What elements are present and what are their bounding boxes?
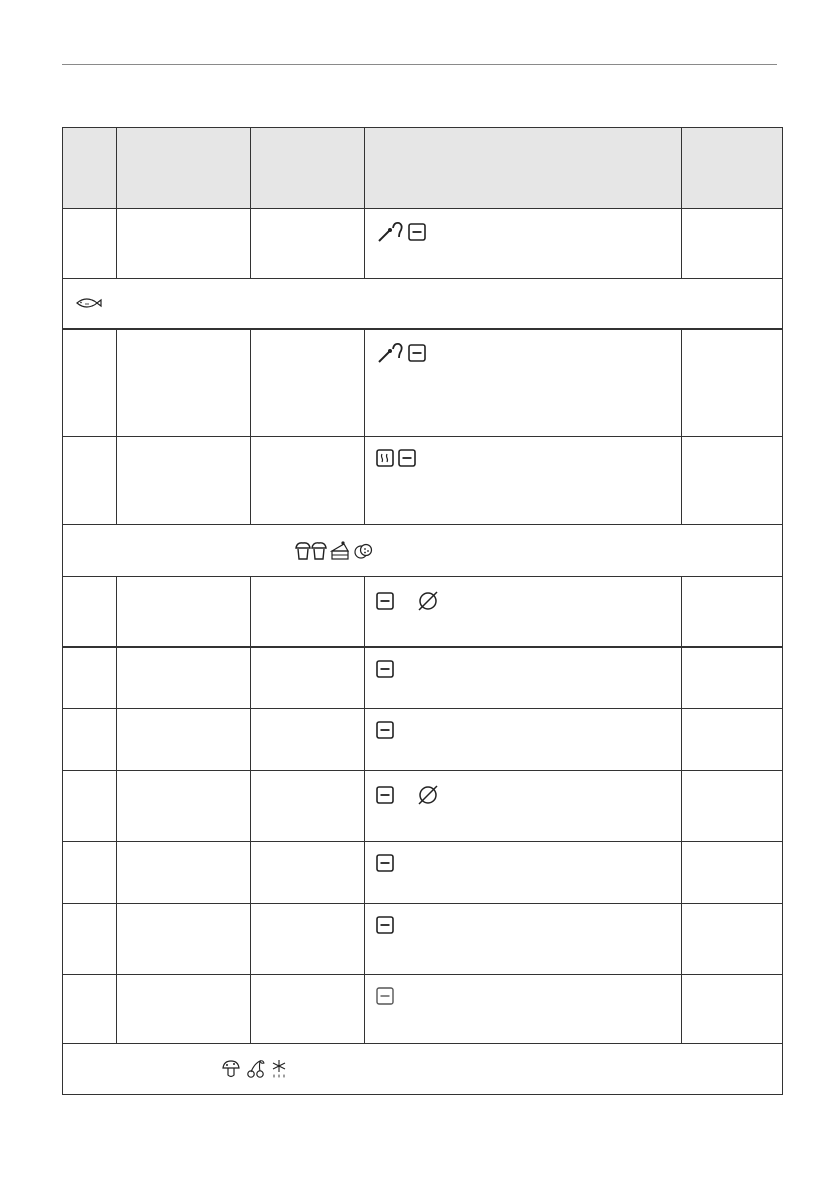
cookies-icon bbox=[353, 541, 373, 561]
header-cell-3 bbox=[251, 128, 365, 209]
probe-icon bbox=[376, 342, 404, 364]
row-cell bbox=[117, 209, 251, 279]
bottom-heat-icon bbox=[376, 786, 394, 804]
row-cell bbox=[63, 709, 117, 771]
row-cell bbox=[682, 577, 783, 647]
row-cell bbox=[63, 437, 117, 525]
row-cell bbox=[117, 329, 251, 437]
header-cell-5 bbox=[682, 128, 783, 209]
cooking-table bbox=[62, 127, 783, 1095]
row-cell bbox=[117, 771, 251, 842]
function-icons-cell bbox=[365, 771, 682, 842]
row-cell bbox=[63, 771, 117, 842]
row-cell bbox=[251, 842, 365, 904]
row-cell bbox=[682, 842, 783, 904]
bottom-heat-icon bbox=[376, 987, 394, 1005]
row-cell bbox=[63, 904, 117, 975]
fish-icon bbox=[75, 296, 103, 310]
table-row bbox=[63, 904, 783, 975]
cake-slice-icon bbox=[330, 541, 350, 561]
function-icons-cell bbox=[365, 975, 682, 1044]
row-cell bbox=[251, 647, 365, 709]
row-cell bbox=[251, 577, 365, 647]
bottom-heat-icon bbox=[398, 449, 416, 467]
bottom-heat-icon bbox=[376, 592, 394, 610]
bottom-heat-icon bbox=[376, 916, 394, 934]
row-cell bbox=[682, 647, 783, 709]
row-cell bbox=[117, 647, 251, 709]
function-icons-cell bbox=[365, 904, 682, 975]
row-cell bbox=[63, 647, 117, 709]
function-icons-cell bbox=[365, 209, 682, 279]
row-cell bbox=[117, 437, 251, 525]
row-cell bbox=[117, 577, 251, 647]
cherries-icon bbox=[245, 1059, 265, 1079]
row-cell bbox=[251, 209, 365, 279]
group-row-fruit bbox=[63, 1044, 783, 1095]
table-row bbox=[63, 771, 783, 842]
header-cell-4 bbox=[365, 128, 682, 209]
row-cell bbox=[251, 771, 365, 842]
steam-icon bbox=[376, 449, 394, 467]
row-cell bbox=[251, 975, 365, 1044]
function-icons-cell bbox=[365, 577, 682, 647]
diameter-icon bbox=[416, 783, 440, 807]
bottom-heat-icon bbox=[408, 223, 426, 241]
mushroom-icon bbox=[221, 1059, 241, 1079]
header-cell-1 bbox=[63, 128, 117, 209]
probe-icon bbox=[376, 221, 404, 243]
row-cell bbox=[117, 709, 251, 771]
row-cell bbox=[251, 904, 365, 975]
muffins-icon bbox=[295, 541, 327, 561]
group-row-baking bbox=[63, 525, 783, 577]
table-row bbox=[63, 709, 783, 771]
header-cell-2 bbox=[117, 128, 251, 209]
row-cell bbox=[63, 577, 117, 647]
row-cell bbox=[682, 329, 783, 437]
table-row bbox=[63, 975, 783, 1044]
group-row-fish bbox=[63, 279, 783, 329]
row-cell bbox=[251, 709, 365, 771]
row-cell bbox=[682, 709, 783, 771]
row-cell bbox=[63, 975, 117, 1044]
row-cell bbox=[117, 975, 251, 1044]
table-row bbox=[63, 577, 783, 647]
bottom-heat-icon bbox=[408, 344, 426, 362]
bottom-heat-icon bbox=[376, 721, 394, 739]
table-row bbox=[63, 209, 783, 279]
row-cell bbox=[251, 329, 365, 437]
table-header bbox=[63, 128, 783, 209]
function-icons-cell bbox=[365, 329, 682, 437]
row-cell bbox=[682, 209, 783, 279]
table-row bbox=[63, 842, 783, 904]
table-row bbox=[63, 647, 783, 709]
function-icons-cell bbox=[365, 842, 682, 904]
diameter-icon bbox=[416, 589, 440, 613]
row-cell bbox=[117, 842, 251, 904]
bottom-heat-icon bbox=[376, 854, 394, 872]
function-icons-cell bbox=[365, 647, 682, 709]
bottom-heat-icon bbox=[376, 660, 394, 678]
table-row bbox=[63, 437, 783, 525]
row-cell bbox=[682, 771, 783, 842]
row-cell bbox=[63, 329, 117, 437]
row-cell bbox=[117, 904, 251, 975]
table-row bbox=[63, 329, 783, 437]
row-cell bbox=[682, 975, 783, 1044]
row-cell bbox=[682, 904, 783, 975]
page-top-rule bbox=[62, 64, 777, 65]
row-cell bbox=[682, 437, 783, 525]
row-cell bbox=[251, 437, 365, 525]
row-cell bbox=[63, 209, 117, 279]
function-icons-cell bbox=[365, 709, 682, 771]
function-icons-cell bbox=[365, 437, 682, 525]
row-cell bbox=[63, 842, 117, 904]
defrost-icon bbox=[269, 1059, 289, 1079]
